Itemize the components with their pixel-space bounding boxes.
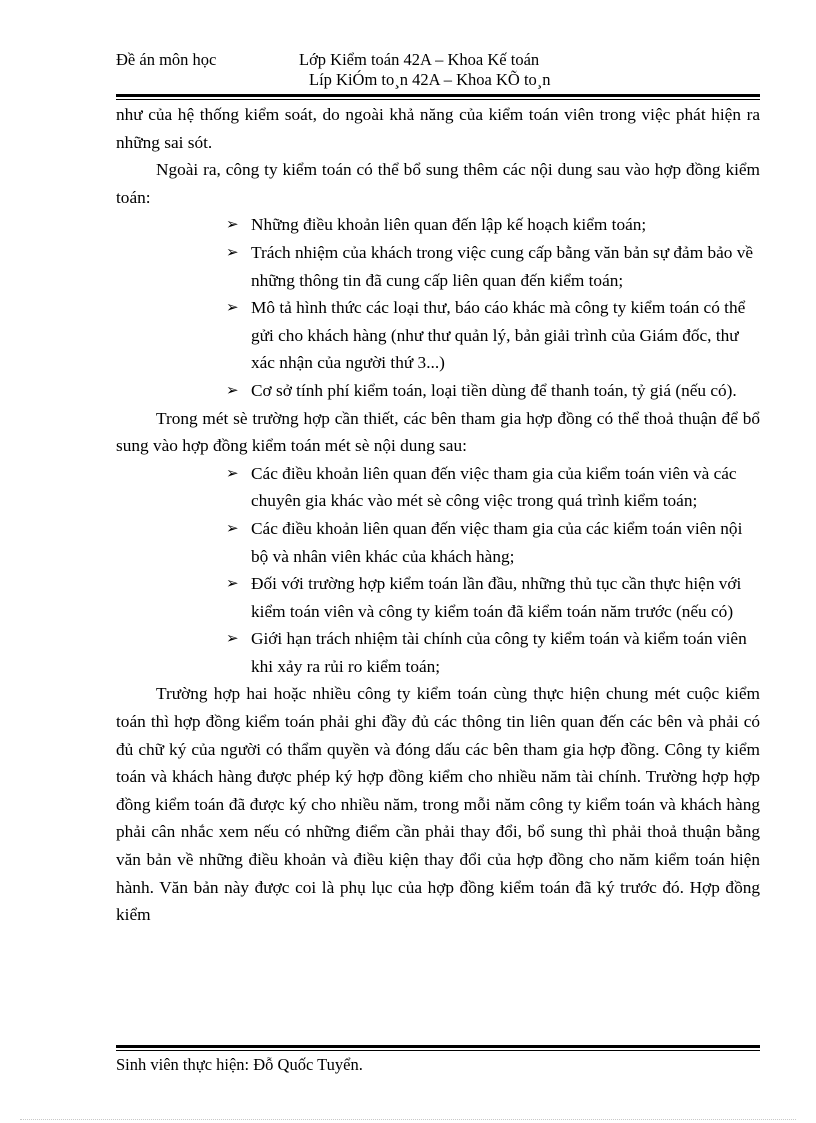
arrow-bullet-icon: ➢ bbox=[226, 380, 239, 399]
list-item bbox=[226, 239, 760, 294]
footer-rule-thin bbox=[116, 1050, 760, 1051]
list-item-text: Các điều khoản liên quan đến việc tham gia của các kiểm toán viên nội bộ và nhân viên khác của khách hàng; bbox=[251, 518, 743, 566]
list-item bbox=[226, 515, 760, 570]
arrow-bullet-icon: ➢ bbox=[226, 298, 239, 317]
arrow-bullet-icon: ➢ bbox=[226, 518, 239, 537]
list-item-text: Giới hạn trách nhiệm tài chính của công ty kiểm toán và kiểm toán viên khi xảy ra rủi ro kiểm toán; bbox=[251, 629, 747, 676]
arrow-bullet-icon: ➢ bbox=[226, 215, 239, 234]
header-rule-thin bbox=[116, 99, 760, 100]
list-item-text: Đối với trường hợp kiểm toán lần đầu, những thủ tục cần thực hiện với kiểm toán viên và công ty kiểm toán đã kiểm toán năm trước (nếu có) bbox=[251, 574, 742, 621]
list-item bbox=[226, 377, 760, 405]
list-item-text: Trách nhiệm của khách trong việc cung cấp bằng văn bản sự đảm bảo về những thông tin đã cung cấp liên quan đến kiểm toán; bbox=[251, 242, 754, 290]
arrow-bullet-icon: ➢ bbox=[226, 463, 239, 482]
list-item bbox=[226, 294, 760, 377]
paragraph-special-cases: Trong mét sè trường hợp cần thiết, các bên tham gia hợp đồng có thể thoả thuận để bổ sung vào hợp đồng kiểm toán mét sè nội dung sau: bbox=[116, 408, 760, 456]
document-body bbox=[116, 101, 760, 929]
list-item-text: Mô tả hình thức các loại thư, báo cáo khác mà công ty kiểm toán có thể gửi cho khách hàng (như thư quản lý, bản giải trình của Giám đốc, thư xác nhận của người thứ 3...) bbox=[251, 298, 746, 373]
paragraph-additional-content: Ngoài ra, công ty kiểm toán có thể bổ sung thêm các nội dung sau vào hợp đồng kiểm toán: bbox=[116, 160, 760, 207]
list-item bbox=[226, 570, 760, 625]
list-item bbox=[226, 460, 760, 515]
arrow-bullet-icon: ➢ bbox=[226, 629, 239, 648]
arrow-bullet-icon: ➢ bbox=[226, 242, 239, 261]
list-item bbox=[226, 211, 760, 239]
paragraph-joint-audit: Trường hợp hai hoặc nhiều công ty kiểm toán cùng thực hiện chung mét cuộc kiểm toán thì hợp đồng kiểm toán phải ghi đầy đủ các thông tin liên quan đến các bên và phải có đủ chữ ký của người có thẩm quyền và đóng dấu các bên tham gia hợp đồng. Công ty kiểm toán và khách hàng được phép ký hợp đồng kiểm cho nhiều năm tài chính. Trường hợp hợp đồng kiểm toán đã được ký cho nhiều năm, trong mỗi năm công ty kiểm toán và khách hàng phải cân nhắc xem nếu có những điểm cần phải thay đổi, bổ sung thì phải thoả thuận bằng văn bản về những điều khoản và điều kiện thay đổi của hợp đồng cho năm kiểm toán hiện hành. Văn bản này được coi là phụ lục của hợp đồng kiểm toán đã ký trước đó. Hợp đồng kiểm bbox=[116, 684, 760, 925]
list-item-text: Cơ sở tính phí kiểm toán, loại tiền dùng để thanh toán, tỷ giá (nếu có). bbox=[251, 380, 737, 400]
list-item bbox=[226, 625, 760, 680]
bullet-list-additional bbox=[116, 211, 760, 404]
header-course: Đề án môn học bbox=[116, 50, 217, 69]
footer-rule-thick bbox=[116, 1045, 760, 1048]
header-class-line: Lớp Kiểm toán 42A – Khoa Kế toán bbox=[299, 50, 540, 69]
arrow-bullet-icon: ➢ bbox=[226, 574, 239, 593]
header-class-line-garbled: Líp KiÓm to¸n 42A – Khoa KÕ to¸n bbox=[309, 70, 551, 89]
paragraph-intro: như của hệ thống kiểm soát, do ngoài khả năng của kiểm toán viên trong việc phát hiện ra những sai sót. bbox=[116, 105, 760, 152]
list-item-text: Các điều khoản liên quan đến việc tham gia của kiểm toán viên và các chuyên gia khác vào mét sè công việc trong quá trình kiểm toán; bbox=[251, 463, 737, 511]
list-item-text: Những điều khoản liên quan đến lập kế hoạch kiểm toán; bbox=[251, 215, 647, 235]
header-rule-thick bbox=[116, 94, 760, 97]
page-bottom-dotted-line bbox=[20, 1119, 796, 1120]
bullet-list-special bbox=[116, 460, 760, 681]
page-footer: Sinh viên thực hiện: Đỗ Quốc Tuyển. bbox=[116, 1055, 363, 1074]
